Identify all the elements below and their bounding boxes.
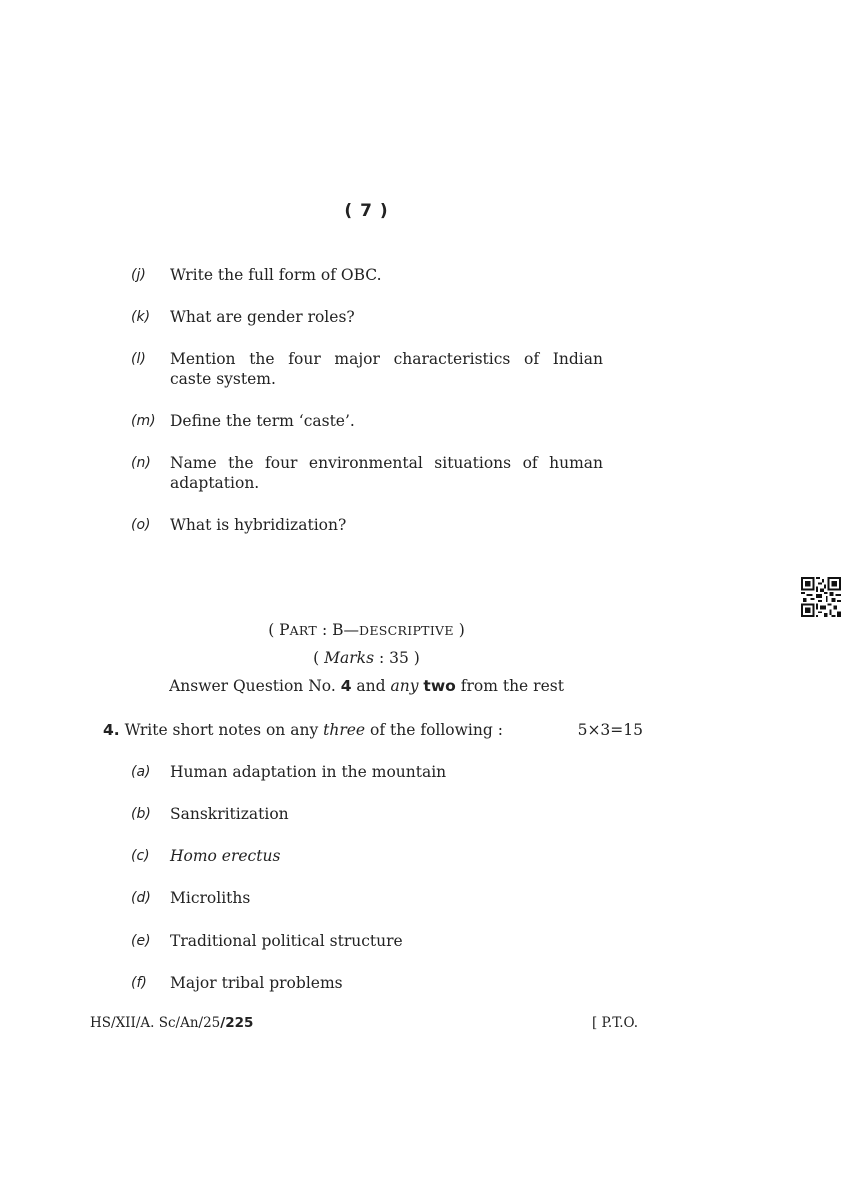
heading-descriptive: DESCRIPTIVE: [359, 623, 454, 638]
part-b-heading: [0, 621, 733, 639]
question-l: [131, 349, 603, 389]
heading-mid: : B—: [317, 621, 360, 639]
subquestion-label: (c): [131, 848, 150, 864]
pto-label: [ P.T.O.: [592, 1015, 639, 1031]
subquestion-b: [131, 804, 603, 824]
subquestion-label: (f): [131, 975, 147, 991]
subquestion-e: [131, 931, 603, 951]
question-text-line1: Mention the four major characteristics of Indian: [170, 350, 603, 368]
instr-two: two: [423, 677, 456, 695]
paper-code-text: HS/XII/A. Sc/An/25: [90, 1015, 221, 1031]
question-text: What are gender roles?: [170, 308, 355, 326]
paper-code-bold: /225: [220, 1015, 254, 1031]
heading-art: ART: [289, 623, 318, 638]
question-text: What is hybridization?: [170, 516, 347, 534]
page-number: ( 7 ): [344, 201, 389, 221]
question-text-line2: caste system.: [170, 370, 276, 388]
question-label: (j): [131, 267, 146, 283]
question-n: [131, 453, 603, 493]
question-text-line1: Name the four environmental situations of human: [170, 454, 603, 472]
heading-open: ( P: [268, 621, 290, 639]
question-text-line2: adaptation.: [170, 474, 260, 492]
paper-code: [90, 1015, 253, 1031]
subquestion-text: Sanskritization: [170, 805, 289, 823]
subquestion-text: Microliths: [170, 889, 251, 907]
question-label: (l): [131, 351, 146, 367]
question-text: of the following :: [365, 721, 503, 739]
subquestion-text: Homo erectus: [170, 847, 281, 865]
question-label: (n): [131, 455, 151, 471]
question-k: [131, 307, 603, 327]
instr-text: and: [351, 677, 391, 695]
question-number: 4.: [103, 721, 120, 739]
question-label: (m): [131, 413, 156, 429]
question-marks: 5×3=15: [577, 721, 643, 739]
subquestion-text: Major tribal problems: [170, 974, 343, 992]
question-text: Define the term ‘caste’.: [170, 412, 355, 430]
instr-text: from the rest: [455, 677, 564, 695]
marks-open: (: [313, 649, 325, 667]
part-b-marks: [0, 649, 733, 667]
question-4: [103, 721, 643, 739]
question-text: Write short notes on any: [119, 721, 324, 739]
question-text-three: three: [323, 721, 366, 739]
subquestion-a: [131, 762, 603, 782]
subquestion-d: [131, 888, 603, 908]
instr-text: Answer Question No.: [169, 677, 341, 695]
subquestion-c: [131, 846, 603, 866]
question-label: (k): [131, 309, 151, 325]
question-o: [131, 515, 603, 535]
subquestion-f: [131, 973, 603, 993]
subquestion-label: (e): [131, 933, 151, 949]
part-b-instruction: [0, 677, 733, 695]
qr-code: [801, 577, 841, 617]
question-j: [131, 265, 603, 285]
subquestion-text: Human adaptation in the mountain: [170, 763, 447, 781]
subquestion-label: (a): [131, 764, 151, 780]
subquestion-label: (d): [131, 890, 151, 906]
heading-close: ): [453, 621, 465, 639]
subquestion-label: (b): [131, 806, 151, 822]
instr-any: any: [390, 677, 419, 695]
instr-number: 4: [340, 677, 352, 695]
marks-value: : 35 ): [374, 649, 420, 667]
marks-label: Marks: [324, 649, 375, 667]
subquestion-text: Traditional political structure: [170, 932, 403, 950]
question-label: (o): [131, 517, 151, 533]
question-text: Write the full form of OBC.: [170, 266, 382, 284]
question-m: [131, 411, 603, 431]
